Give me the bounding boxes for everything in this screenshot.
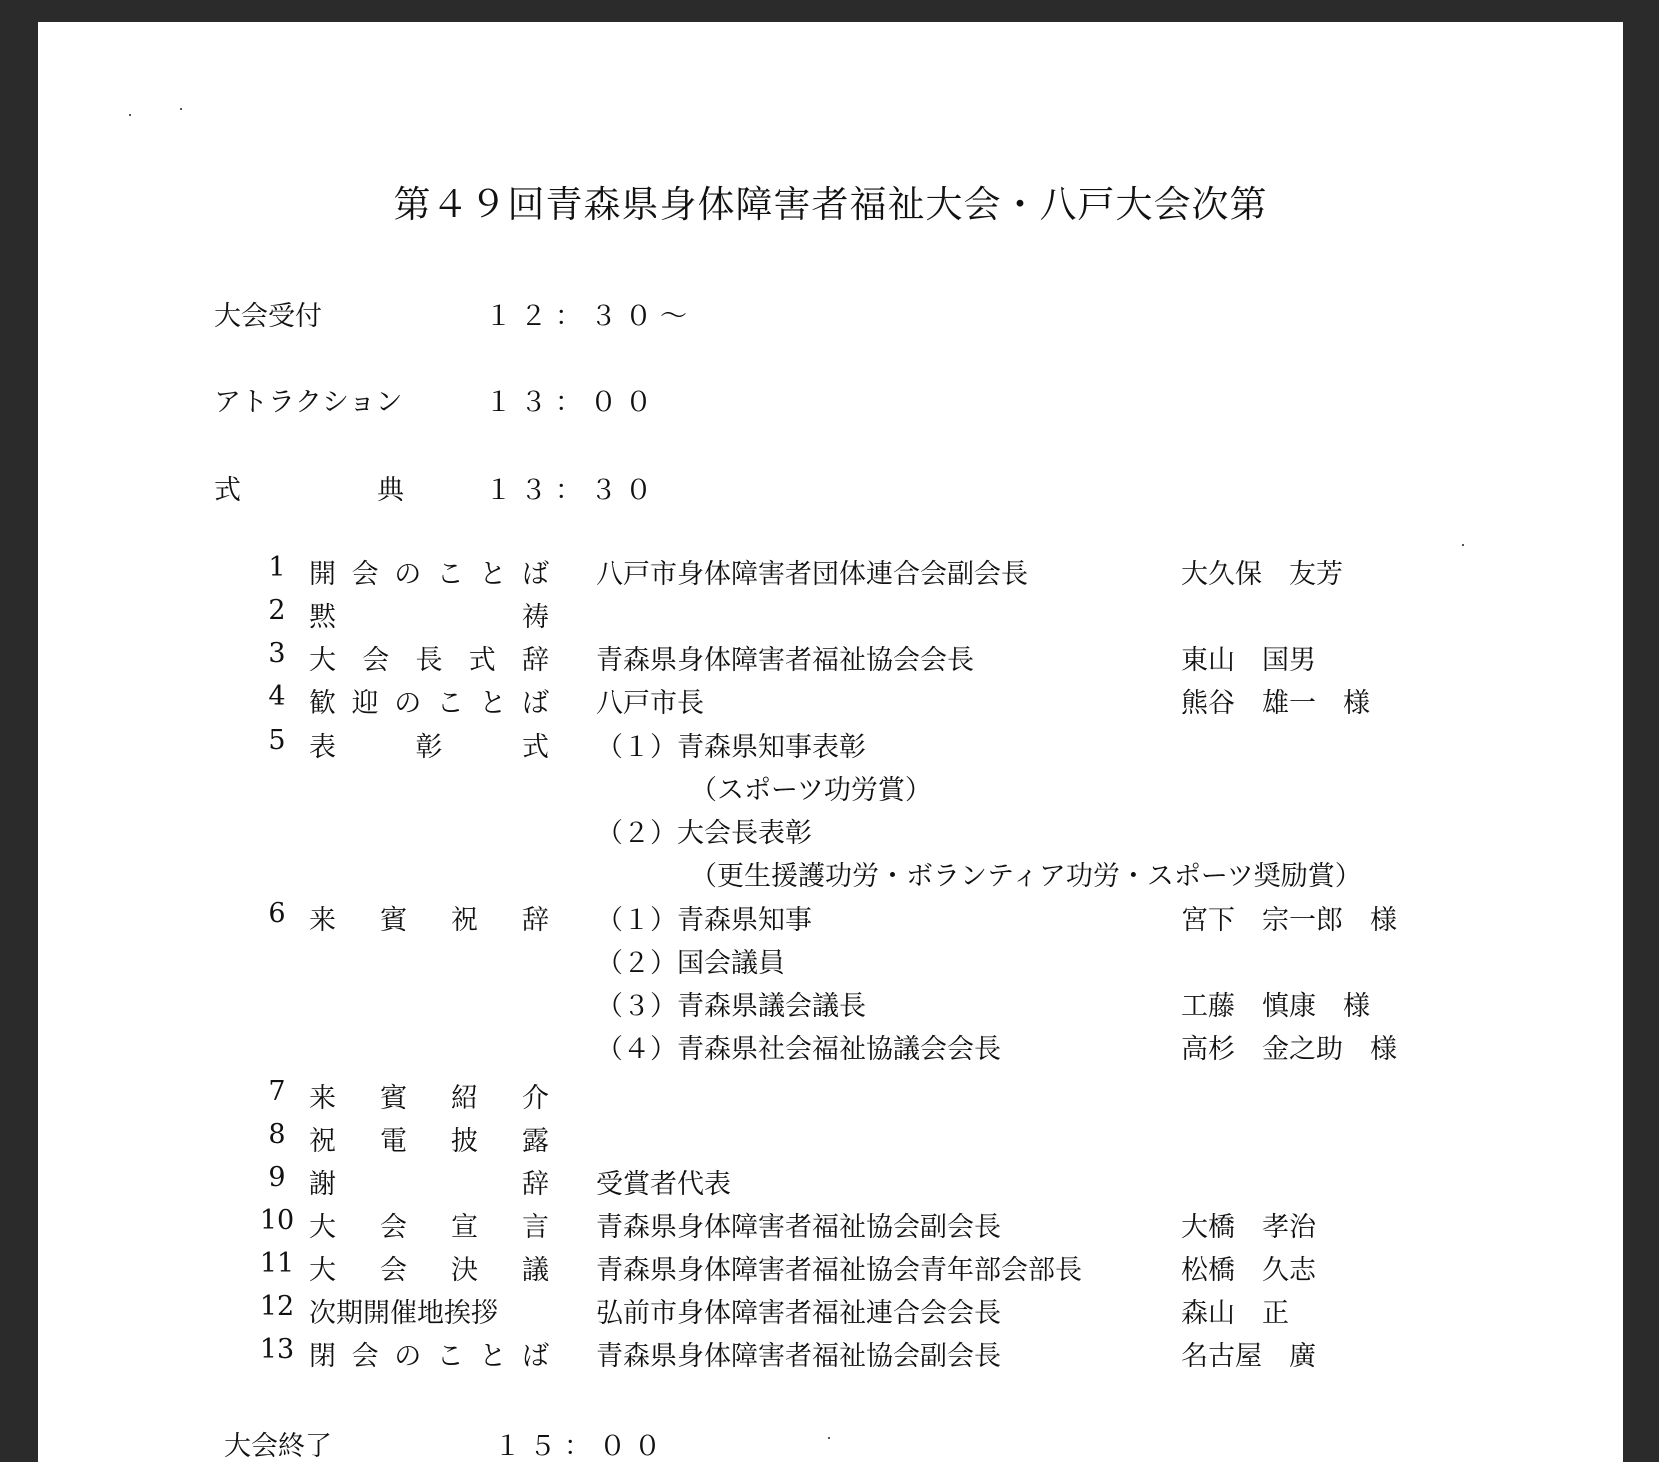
label-char: 会 (380, 1255, 407, 1286)
item-label (309, 681, 549, 720)
document-page (38, 22, 1623, 1462)
label-char: 会 (351, 559, 379, 590)
sub-item: （２）大会長表彰 (596, 818, 812, 849)
item-number: 11 (259, 1248, 295, 1279)
label-char: 謝 (309, 1169, 336, 1200)
item-detail: 青森県身体障害者福祉協会副会長 (596, 1212, 1001, 1243)
item-number: 8 (268, 1119, 286, 1150)
label-char: 披 (451, 1126, 478, 1157)
label-char: 迎 (351, 688, 379, 719)
label-char: の (394, 688, 422, 719)
label-char: 歓 (309, 688, 336, 719)
label-char: こ (436, 559, 464, 590)
item-label (309, 1248, 549, 1287)
schedule-label-reception: 大会受付 (214, 301, 322, 332)
sub-item: （１）青森県知事 (596, 905, 812, 936)
label-char: 会 (351, 1341, 379, 1372)
label-char: ば (521, 1341, 549, 1372)
closing-label: 大会終了 (224, 1431, 332, 1462)
scan-speck (828, 1437, 830, 1439)
label-char: 開 (309, 559, 336, 590)
item-number: 9 (268, 1162, 286, 1193)
item-person: 工藤 慎康 様 (1181, 991, 1370, 1022)
sub-item: （２）国会議員 (596, 948, 785, 979)
label-char: 式 (214, 475, 241, 506)
label-char: 紹 (451, 1083, 478, 1114)
document-title: 第４９回青森県身体障害者福祉大会・八戸大会次第 (393, 183, 1268, 226)
label-char: 議 (522, 1255, 549, 1286)
item-label (309, 552, 549, 591)
item-label (309, 1119, 549, 1158)
label-char: 賓 (380, 905, 407, 936)
item-number: 5 (268, 725, 286, 756)
item-label (309, 595, 549, 634)
label-char: ば (521, 559, 549, 590)
schedule-time-reception: １２：３０～ (485, 301, 695, 332)
schedule-time-attraction: １３：００ (485, 387, 660, 418)
label-char: 言 (522, 1212, 549, 1243)
item-number: 13 (259, 1334, 295, 1365)
item-person: 森山 正 (1181, 1298, 1289, 1329)
label-char: 黙 (309, 602, 336, 633)
label-char: 会 (380, 1212, 407, 1243)
item-detail: 八戸市長 (596, 688, 704, 719)
label-char: の (394, 1341, 422, 1372)
scan-speck (180, 108, 182, 110)
label-char: 賓 (380, 1083, 407, 1114)
item-label (309, 1162, 549, 1201)
item-number: 2 (268, 595, 286, 626)
label-char: 式 (468, 645, 496, 676)
label-char: 来 (309, 905, 336, 936)
item-detail: 八戸市身体障害者団体連合会副会長 (596, 559, 1028, 590)
item-label (309, 1076, 549, 1115)
label-char: 来 (309, 1083, 336, 1114)
label-char: 辞 (522, 1169, 549, 1200)
schedule-label-attraction: アトラクション (214, 387, 403, 418)
sub-item: （３）青森県議会議長 (596, 991, 866, 1022)
label-char: 式 (522, 732, 549, 763)
label-char: 祝 (451, 905, 478, 936)
label-char: 閉 (309, 1341, 336, 1372)
label-char: 介 (522, 1083, 549, 1114)
sub-item-note: （更生援護功労・ボランティア功労・スポーツ奨励賞） (690, 861, 1362, 892)
label-char: の (394, 559, 422, 590)
label-char: ば (521, 688, 549, 719)
label-char: と (479, 688, 507, 719)
label-char: 宣 (451, 1212, 478, 1243)
label-char: 祝 (309, 1126, 336, 1157)
sub-item-note: （スポーツ功労賞） (690, 775, 932, 806)
item-person: 熊谷 雄一 様 (1181, 688, 1370, 719)
label-char: 露 (522, 1126, 549, 1157)
item-detail: 受賞者代表 (596, 1169, 731, 1200)
item-number: 4 (268, 681, 286, 712)
item-person: 名古屋 廣 (1181, 1341, 1316, 1372)
item-number: 6 (268, 898, 286, 929)
label-char: 表 (309, 732, 336, 763)
schedule-label-ceremony (214, 468, 404, 507)
item-number: 7 (268, 1076, 286, 1107)
item-label (309, 725, 549, 764)
label-char: 大 (309, 645, 336, 676)
item-number: 1 (268, 552, 286, 583)
item-number: 12 (259, 1291, 295, 1322)
label-char: 彰 (415, 732, 443, 763)
item-detail: 青森県身体障害者福祉協会青年部会部長 (596, 1255, 1082, 1286)
scan-speck (1462, 544, 1464, 546)
item-number: 10 (259, 1205, 295, 1236)
item-label (309, 1334, 549, 1373)
item-detail: 青森県身体障害者福祉協会会長 (596, 645, 974, 676)
label-char: 大 (309, 1212, 336, 1243)
label-char: 典 (377, 475, 404, 506)
schedule-time-ceremony: １３：３０ (485, 475, 660, 506)
label-char: 辞 (522, 905, 549, 936)
sub-item: （４）青森県社会福祉協議会会長 (596, 1034, 1001, 1065)
label-char: と (479, 1341, 507, 1372)
item-person: 松橋 久志 (1181, 1255, 1316, 1286)
label-char: 辞 (522, 645, 549, 676)
item-number: 3 (268, 638, 286, 669)
scan-speck (129, 114, 131, 116)
label-char: 大 (309, 1255, 336, 1286)
item-label (309, 638, 549, 677)
item-detail: 青森県身体障害者福祉協会副会長 (596, 1341, 1001, 1372)
item-detail: 弘前市身体障害者福祉連合会会長 (596, 1298, 1001, 1329)
item-person: 東山 国男 (1181, 645, 1316, 676)
item-person: 高杉 金之助 様 (1181, 1034, 1397, 1065)
item-label (309, 898, 549, 937)
label-char: 祷 (522, 602, 549, 633)
label-char: 決 (451, 1255, 478, 1286)
label-char: こ (436, 688, 464, 719)
sub-item: （１）青森県知事表彰 (596, 732, 866, 763)
label-char: 会 (362, 645, 390, 676)
label-char: 長 (415, 645, 443, 676)
item-person: 大橋 孝治 (1181, 1212, 1316, 1243)
closing-time: １５：００ (494, 1431, 669, 1462)
item-label (309, 1205, 549, 1244)
label-char: こ (436, 1341, 464, 1372)
item-person: 大久保 友芳 (1181, 559, 1343, 590)
item-label: 次期開催地挨拶 (309, 1298, 498, 1329)
item-person: 宮下 宗一郎 様 (1181, 905, 1397, 936)
label-char: 電 (380, 1126, 407, 1157)
label-char: と (479, 559, 507, 590)
